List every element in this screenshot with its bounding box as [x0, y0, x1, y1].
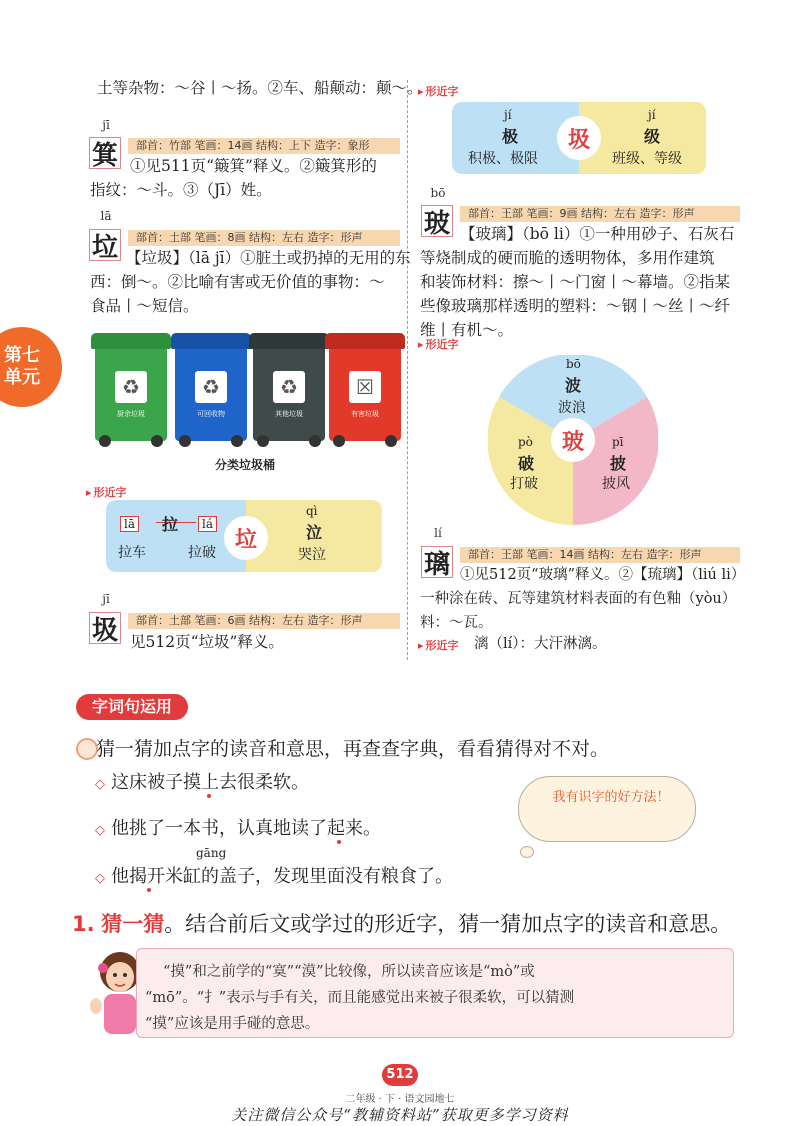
footer-subtitle: 二年级 · 下 · 语文园地七 — [345, 1094, 455, 1105]
char-info-bar: 部首：土部 笔画：6画 结构：左右 造字：形声 — [128, 613, 400, 629]
example-sentence: ◇ 这床被子摸上去很柔软。 — [95, 772, 309, 793]
diamond-bullet-icon: ◇ — [95, 871, 105, 886]
definition-line: 等烧制成的硬而脆的透明物体，多用作建筑 — [420, 249, 715, 267]
char-info-bar: 部首：王部 笔画：9画 结构：左右 造字：形声 — [460, 206, 740, 222]
similar-chars-panel: lā 拉 lá 拉车 拉破 垃 qì 泣 哭泣 — [106, 500, 382, 572]
pinyin: lí — [434, 526, 442, 540]
step-heading: 1. 猜一猜。结合前后文或学过的形近字，猜一猜加点字的读音和意思。 — [72, 911, 732, 936]
emphasis-dot — [207, 794, 211, 798]
example-sentence: ◇ 他揭开米缸的盖子，发现里面没有粮食了。 — [95, 866, 453, 887]
headword-char: 箕 — [89, 137, 121, 169]
hazard-icon: ☒ — [349, 371, 381, 403]
page-number: 512 — [382, 1064, 418, 1086]
pinyin: bō — [430, 186, 446, 200]
pinyin: jī — [102, 592, 110, 606]
similar-char-example: 漓（lí）：大汗淋漓。 — [474, 636, 607, 652]
continued-line: 土等杂物：～谷丨～扬。②车、船颠动：颠～。 — [97, 79, 423, 97]
emphasis-dot — [337, 840, 341, 844]
headword-char: 玻 — [421, 205, 453, 237]
similar-chars-panel: jí 极 积极、极限 圾 jí 级 班级、等级 — [452, 102, 706, 174]
center-char: 圾 — [557, 116, 601, 160]
definition-line: 一种涂在砖、瓦等建筑材料表面的有色釉（yòu） — [420, 591, 737, 607]
unit-badge: 第七单元 — [0, 327, 62, 407]
similar-chars-tag: ▸ 形近字 — [86, 484, 127, 500]
char-info-bar: 部首：土部 笔画：8画 结构：左右 造字：形声 — [128, 230, 400, 246]
definition-line: 些像玻璃那样透明的塑料：～钢丨～丝丨～纤 — [420, 297, 731, 315]
section-title-badge: 字词句运用 — [76, 694, 188, 720]
red-bin-illustration: ☒ 有害垃圾 — [329, 333, 401, 441]
pinyin: jī — [102, 118, 110, 132]
bubble-dot — [520, 846, 534, 858]
recycle-icon: ♻ — [115, 371, 147, 403]
recycle-icon: ♻ — [273, 371, 305, 403]
char-info-bar: 部首：王部 笔画：14画 结构：左右 造字：形声 — [460, 547, 740, 563]
definition-line: ①见512页“玻璃”释义。②【琉璃】（liú li） — [460, 567, 746, 583]
blue-bin-illustration: ♻ 可回收物 — [175, 333, 247, 441]
definition-line: 见512页“垃圾”释义。 — [130, 633, 284, 651]
definition-line: 维丨有机～。 — [420, 321, 514, 339]
diamond-bullet-icon: ◇ — [95, 823, 105, 838]
center-char: 玻 — [551, 418, 595, 462]
headword-char: 璃 — [421, 546, 453, 578]
pinyin: lā — [100, 209, 112, 223]
headword-char: 垃 — [89, 229, 121, 261]
spiral-bullet-icon — [76, 738, 98, 760]
char-info-bar: 部首：竹部 笔画：14画 结构：上下 造字：象形 — [128, 138, 400, 154]
pinyin-gang: gāng — [196, 846, 227, 860]
similar-chars-tag: ▸ 形近字 — [418, 83, 459, 99]
similar-chars-tag: ▸ 形近字 — [418, 637, 459, 653]
gray-bin-illustration: ♻ 其他垃圾 — [253, 333, 325, 441]
similar-chars-pie: bō 波 波浪 pò 破 打破 pī 披 披风 玻 — [488, 355, 658, 525]
definition-line: 食品丨～短信。 — [90, 297, 199, 315]
headword-char: 圾 — [89, 612, 121, 644]
column-divider — [407, 80, 408, 660]
example-sentence: ◇ 他挑了一本书，认真地读了起来。 — [95, 818, 381, 839]
definition-line: 【玻璃】（bō li）①一种用砂子、石灰石 — [460, 225, 735, 243]
diamond-bullet-icon: ◇ — [95, 777, 105, 792]
green-bin-illustration: ♻ 厨余垃圾 — [95, 333, 167, 441]
center-char: 垃 — [224, 516, 268, 560]
similar-chars-tag: ▸ 形近字 — [418, 336, 459, 352]
definition-line: 【垃圾】（lā jī）①脏土或扔掉的无用的东 — [126, 249, 411, 267]
definition-line: 指纹：～斗。③（Jī）姓。 — [90, 181, 272, 199]
emphasis-dot — [147, 888, 151, 892]
thought-bubble: 我有识字的好方法！ — [518, 776, 696, 842]
definition-line: ①见511页“簸箕”释义。②簸箕形的 — [130, 157, 377, 175]
definition-line: 西：倒～。②比喻有害或无价值的事物：～ — [90, 273, 385, 291]
image-caption: 分类垃圾桶 — [214, 458, 275, 472]
footer-promo: 关注微信公众号“教辅资料站”获取更多学习资料 — [231, 1106, 569, 1124]
explanation-note: “摸”和之前学的“寞”“漠”比较像，所以读音应该是“mò”或 “mō”。“扌”表示与手有关，而且能感觉出来被子很柔软，可以猜测 “摸”应该是用手碰的意思。 — [136, 948, 734, 1038]
recycle-icon: ♻ — [195, 371, 227, 403]
exercise-prompt: 猜一猜加点字的读音和意思，再查查字典，看看猜得对不对。 — [96, 738, 610, 760]
definition-line: 料：～瓦。 — [420, 615, 493, 631]
definition-line: 和装饰材料：擦～丨～门窗丨～幕墙。②指某 — [420, 273, 731, 291]
